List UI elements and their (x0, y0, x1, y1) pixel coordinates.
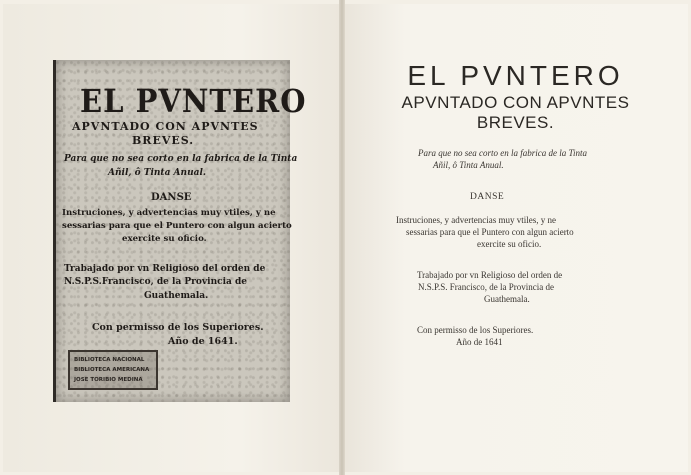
stamp-line2: BIBLIOTECA AMERICANA (74, 367, 150, 373)
facsimile-ins-line1: Instruciones, y advertencias muy vtiles, y ne (62, 208, 276, 218)
stamp-line3: JOSE TORIBIO MEDINA (74, 377, 143, 383)
facsimile-title: EL PVNTERO (80, 82, 307, 120)
library-stamp (68, 350, 158, 390)
facsimile-para-line1: Para que no sea corto en la fabrica de la Tinta (64, 154, 298, 164)
page-title: EL PVNTERO (407, 60, 624, 91)
purpose-line1: Para que no sea corto en la fabrica de la Tinta (418, 148, 587, 158)
instructions-line2: sessarias para que el Puntero con algun acierto (406, 227, 574, 237)
facsimile-permission-line2: Año de 1641. (168, 336, 238, 347)
stamp-line1: BIBLIOTECA NACIONAL (74, 357, 145, 363)
author-line2: N.S.P.S. Francisco, de la Provincia de (418, 282, 554, 292)
facsimile-ins-line2: sessarias para que el Puntero con algun acierto (62, 221, 292, 231)
permission-line2: Año de 1641 (456, 337, 503, 347)
author-line3: Guathemala. (484, 294, 530, 304)
facsimile-ins-line3: exercite su oficio. (122, 234, 207, 244)
facsimile-title-page (53, 60, 307, 402)
facsimile-trab-line2: N.S.P.S.Francisco, de la Provincia de (64, 277, 248, 287)
danse-heading: DANSE (470, 192, 505, 202)
page-subtitle-line2: BREVES. (476, 113, 555, 132)
instructions-line1: Instruciones, y advertencias muy vtiles, y ne (396, 215, 556, 225)
page-subtitle-line1: APVNTADO CON APVNTES (401, 93, 630, 112)
facsimile-trab-line3: Guathemala. (144, 291, 209, 301)
facsimile-danse: DANSE (151, 192, 192, 203)
facsimile-subtitle-line2: BREVES. (132, 134, 195, 147)
permission-line1: Con permisso de los Superiores. (417, 325, 534, 335)
facsimile-trab-line1: Trabajado por vn Religioso del orden de (64, 264, 266, 274)
instructions-line3: exercite su oficio. (477, 239, 542, 249)
author-line1: Trabajado por vn Religioso del orden de (417, 270, 563, 280)
purpose-line2: Añil, ô Tinta Anual. (433, 160, 504, 170)
facsimile-subtitle-line1: APVNTADO CON APVNTES (72, 120, 259, 133)
facsimile-para-line2: Añil, ô Tinta Anual. (108, 168, 207, 178)
facsimile-permission-line1: Con permisso de los Superiores. (92, 322, 264, 333)
